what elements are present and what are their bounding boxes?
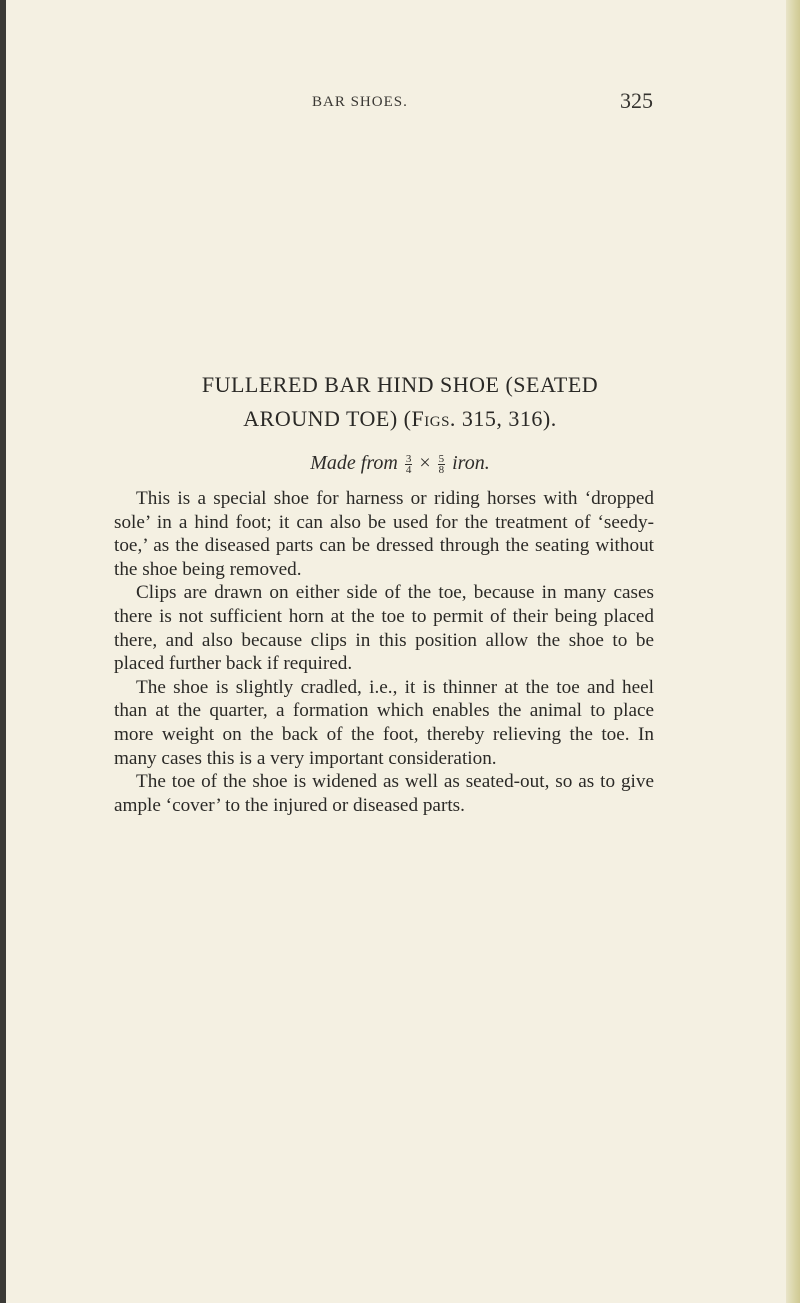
- subtitle-prefix: Made from: [310, 452, 398, 474]
- paragraph-4: The toe of the shoe is widened as well as seated-out, so as to give ample ‘cover’ to the injured or diseased parts.: [114, 771, 654, 816]
- fraction-three-quarters: [405, 454, 413, 475]
- page-header: [0, 88, 800, 118]
- frac1-denominator: 4: [405, 463, 412, 476]
- title-line-2: [0, 402, 800, 436]
- subtitle-suffix: iron.: [452, 452, 490, 474]
- section-title: [0, 368, 800, 436]
- running-head: BAR SHOES.: [312, 94, 408, 110]
- frac2-denominator: 8: [438, 463, 445, 476]
- fraction-five-eighths: [438, 454, 446, 475]
- paragraph-1: This is a special shoe for harness or riding horses with ‘dropped sole’ in a hind foot; it can also be used for the treatment of ‘seedy-toe,’ as the diseased parts can be dressed through the seating without the shoe being removed.: [114, 488, 654, 580]
- title-line-1: FULLERED BAR HIND SHOE (SEATED: [201, 372, 599, 397]
- title-line-2-b: . 315, 316).: [449, 406, 557, 431]
- page-left-edge: [0, 0, 6, 1303]
- frac1-numerator: 3: [405, 452, 412, 465]
- page-right-edge: [786, 0, 800, 1303]
- body-text: [114, 487, 654, 817]
- paragraph-3: The shoe is slightly cradled, i.e., it is thinner at the toe and heel than at the quarter, a formation which enables the animal to place more weight on the back of the foot, thereby relieving the toe. In many cases this is a very important consideration.: [114, 676, 654, 769]
- title-figs-label: Figs: [411, 406, 450, 431]
- page-number: 325: [620, 88, 653, 113]
- title-line-2-a: AROUND TOE) (: [243, 406, 412, 431]
- material-subtitle: [0, 452, 800, 475]
- paragraph-2: Clips are drawn on either side of the toe, because in many cases there is not sufficient horn at the toe to permit of their being placed there, and also because clips in this position allow the shoe to be placed further back if required.: [114, 582, 654, 675]
- frac2-numerator: 5: [438, 452, 445, 465]
- times-sign: ×: [419, 452, 431, 474]
